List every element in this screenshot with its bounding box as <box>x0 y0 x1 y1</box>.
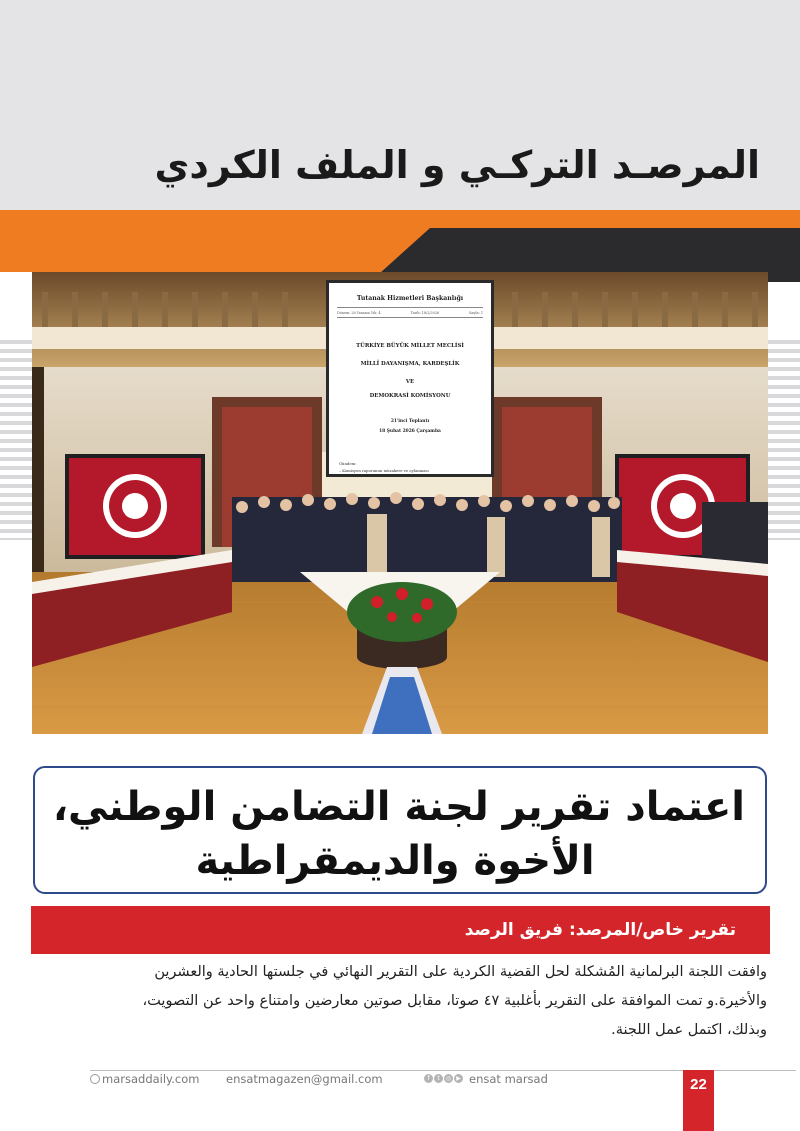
doc-line-2: MİLLÎ DAYANIŞMA, KARDEŞLİK <box>360 361 460 367</box>
headline-box <box>33 766 767 894</box>
byline-bar <box>31 906 770 954</box>
social-icons <box>424 1074 463 1083</box>
doc-agenda-label: Gündem: <box>339 461 357 466</box>
twitter-icon[interactable]: t <box>434 1074 443 1083</box>
globe-icon <box>90 1074 100 1084</box>
section-title: المرصـد التركـي و الملف الكردي <box>154 143 760 187</box>
doc-line-3: VE <box>405 379 415 385</box>
right-stripe-decoration <box>768 340 800 540</box>
headline-line-1: اعتماد تقرير لجنة التضامن الوطني، <box>52 784 745 830</box>
doc-agenda-item: – Komisyon raporunun müzakere ve oylanması <box>339 468 429 473</box>
doc-line-4: DEMOKRASİ KOMİSYONU <box>369 393 451 399</box>
footer-social-handle: ensat marsad <box>469 1072 548 1086</box>
doc-meeting: 21'inci Toplantı <box>390 419 430 424</box>
doc-divider <box>337 307 483 308</box>
doc-meta-right: Tarih: 18/2/2026 <box>410 311 440 315</box>
facebook-icon[interactable]: f <box>424 1074 433 1083</box>
committee-report-cover <box>326 280 494 477</box>
instagram-icon[interactable]: ◎ <box>445 1075 452 1082</box>
youtube-icon[interactable]: ▶ <box>454 1074 463 1083</box>
body-line-2: والأخيرة.و تمت الموافقة على التقرير بأغلبية ٤٧ صوتا، مقابل صوتين معارضين وامتناع واحد عن التصويت، <box>142 993 767 1009</box>
footer-website[interactable] <box>90 1072 199 1086</box>
doc-meta-page: Sayfa: 1 <box>469 311 483 315</box>
footer-email[interactable]: ensatmagazen@gmail.com <box>226 1072 383 1086</box>
byline: تقرير خاص/المرصد: فريق الرصد <box>464 920 736 940</box>
doc-line-1: TÜRKİYE BÜYÜK MİLLET MECLİSİ <box>356 343 464 349</box>
website-link[interactable]: marsaddaily.com <box>102 1072 200 1086</box>
body-line-1: وافقت اللجنة البرلمانية المُشكلة لحل القضية الكردية على التقرير النهائي في جلستها الحادية والعشرين <box>154 964 767 980</box>
article-headline <box>45 780 745 888</box>
body-line-3: وبذلك، اكتمل عمل اللجنة. <box>611 1022 767 1038</box>
article-body <box>95 958 767 1045</box>
doc-meta-row <box>337 311 483 315</box>
doc-date: 18 Şubat 2026 Çarşamba <box>379 429 441 434</box>
page-number-box <box>683 1070 714 1131</box>
left-stripe-decoration <box>0 340 32 540</box>
doc-header: Tutanak Hizmetleri Başkanlığı <box>356 295 464 302</box>
page-number: 22 <box>690 1076 707 1093</box>
headline-line-2: الأخوة والديمقراطية <box>195 838 595 884</box>
doc-meta-left: Dönem: 28 Yasama Yılı: 4 <box>337 311 381 315</box>
doc-divider-2 <box>337 317 483 318</box>
